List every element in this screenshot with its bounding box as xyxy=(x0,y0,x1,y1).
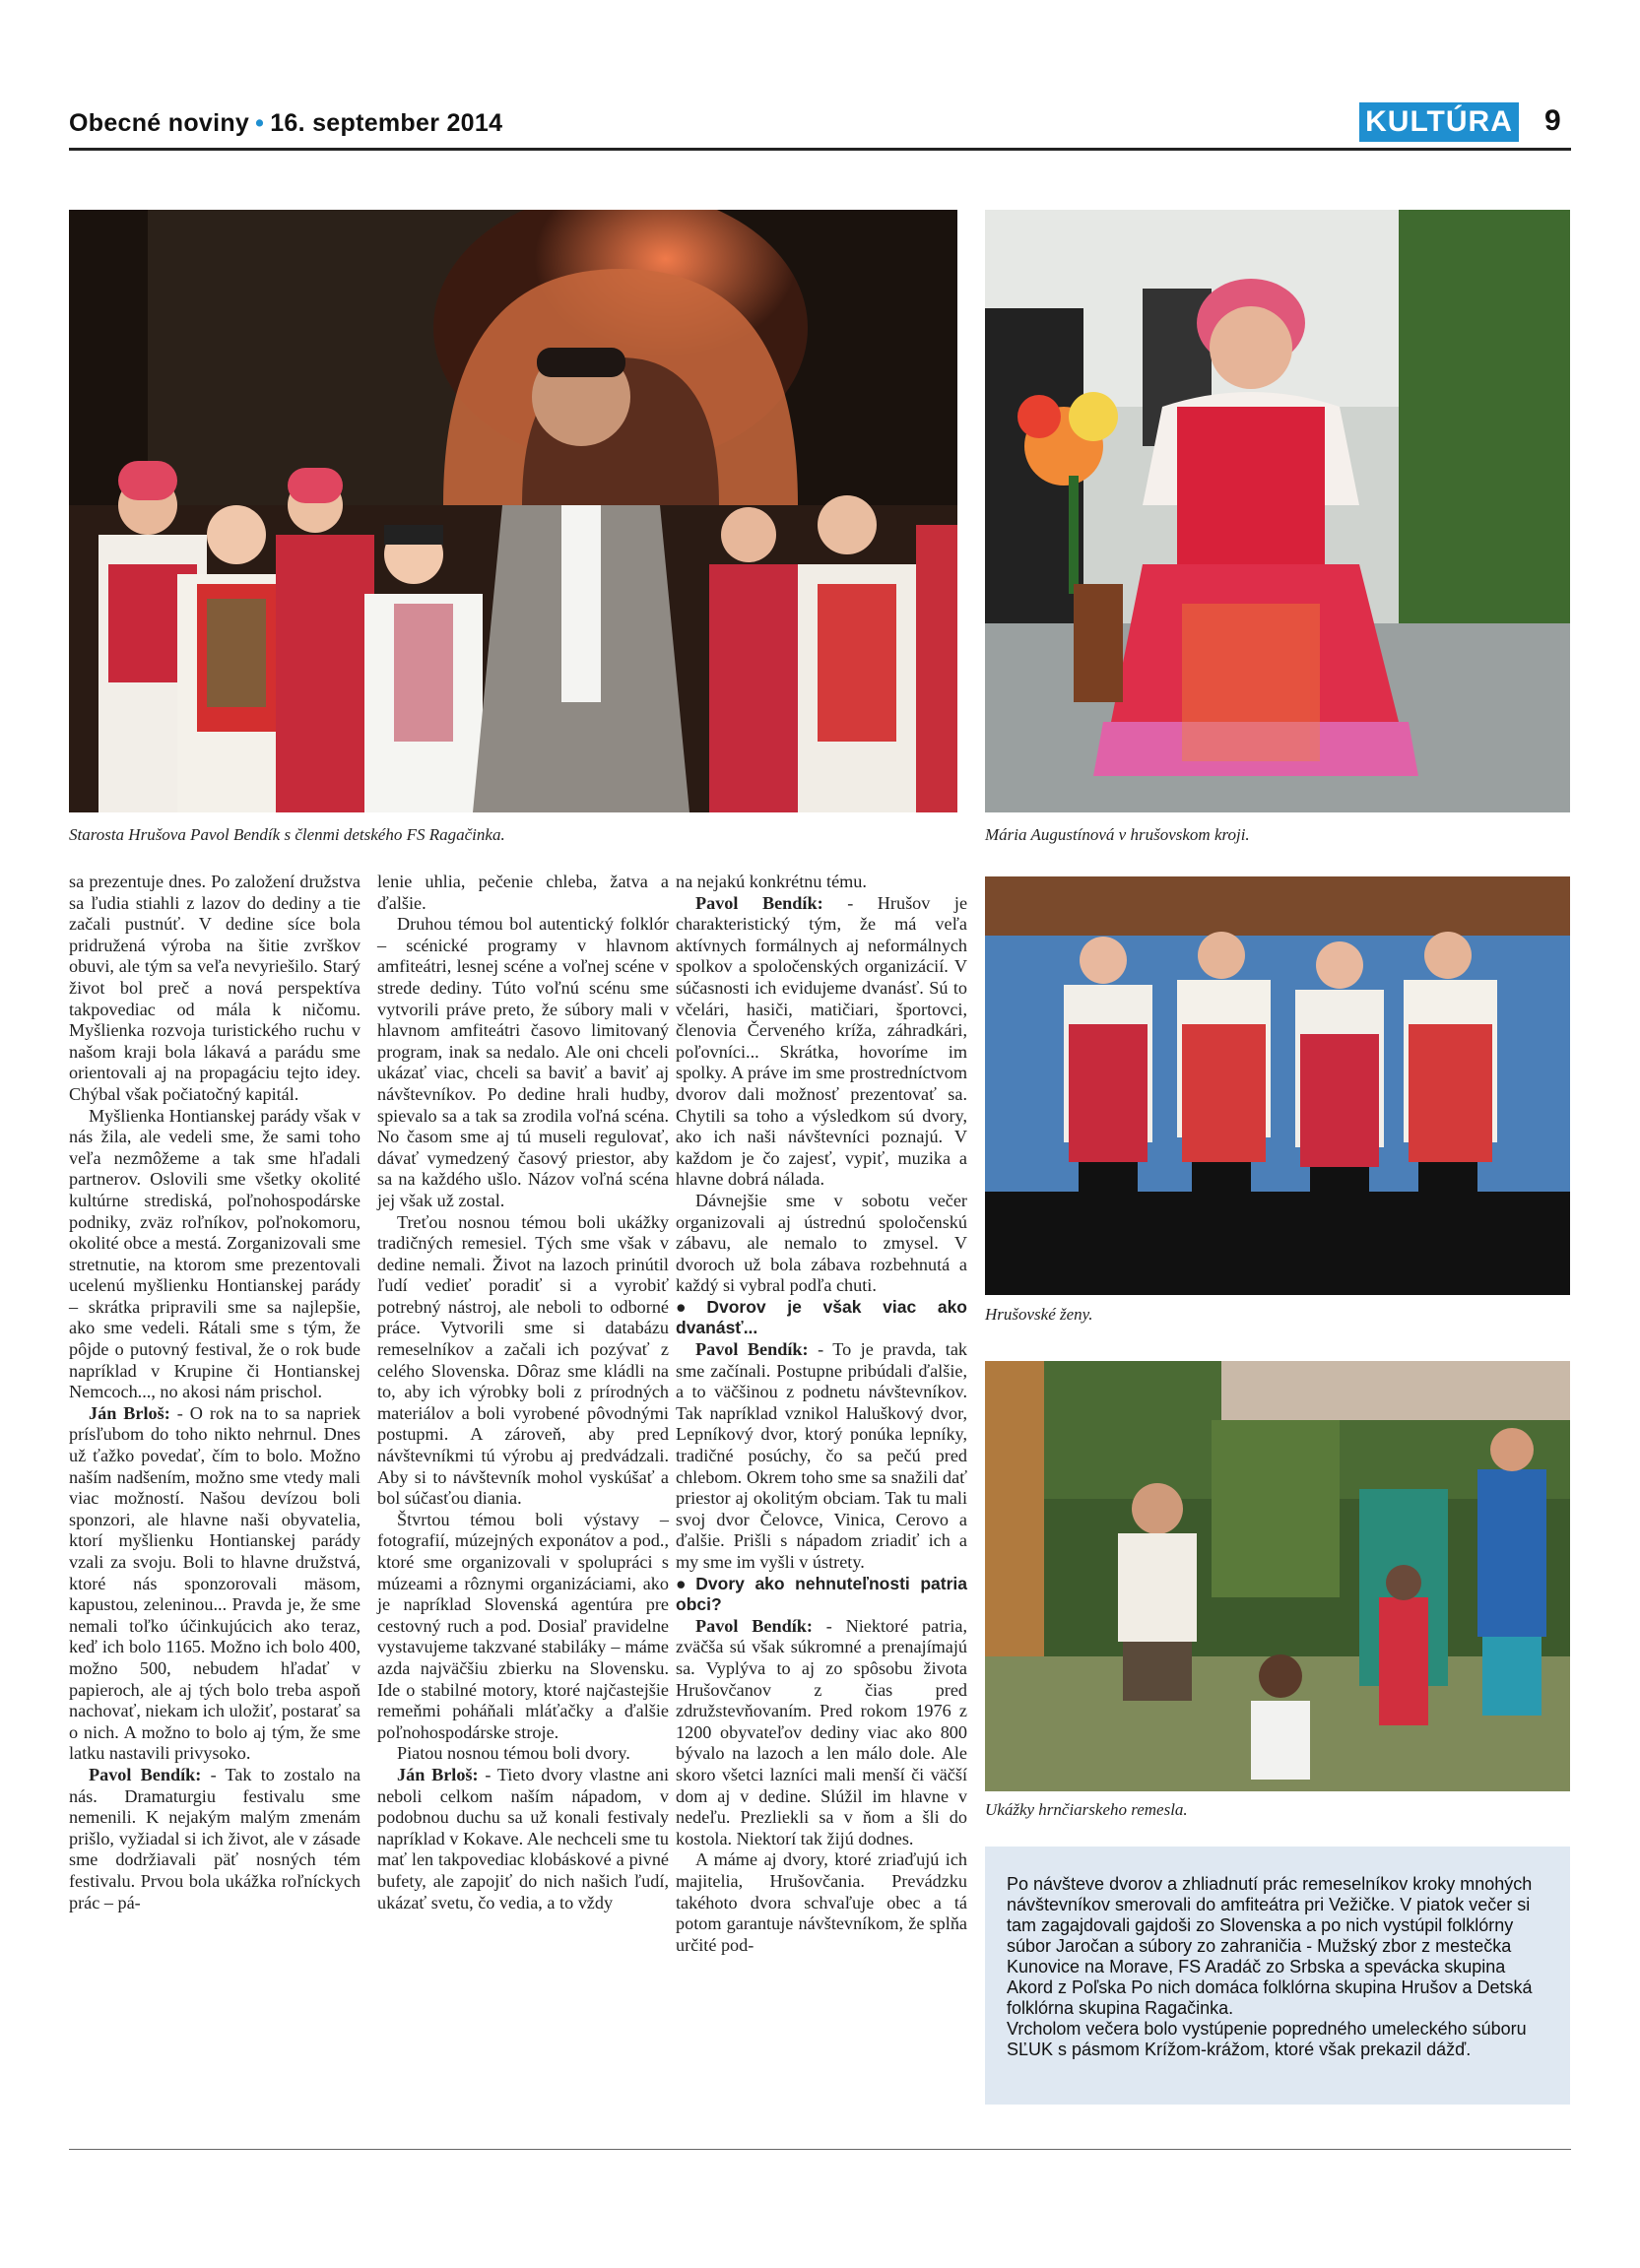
interview-question: ● Dvory ako nehnuteľnosti patria obci? xyxy=(676,1574,967,1616)
speaker-label: Pavol Bendík: xyxy=(89,1764,202,1784)
paragraph: Pavol Bendík: - Hrušov je charakteristický tým, že má veľa aktívnych formálnych aj neformálnych spolkov a spoločenských organizácií. V súčasnosti ich evidujeme dvanásť. Sú to včelári, hasiči, matičiari, športovci, členovia Červeného kríža, záhradkári, poľovníci... Skrátka, hovoríme im spolky. A práve im sme prostredníctvom dvorov dali možnosť prezentovať sa. Chytili sa toho a výsledkom sú dvory, ako ich naši návštevníci poznajú. V každom je čo zajesť, vypiť, muzika a hlavne dobrá nálada. xyxy=(676,892,968,1190)
photo-mayor-with-folk-group xyxy=(69,210,957,812)
paragraph: Štvrtou témou boli výstavy – fotografií, múzejných exponátov a pod., ktoré sme organizovali v spolupráci s múzeami a rôznymi organizáciami, ako je napríklad Slovenská agentúra pre cestovný ruch a pod. Dosiaľ pravidelne vystavujeme takzvané stabiláky – máme azda najväčšiu zbierku na Slovensku. Ide o stabilné motory, ktoré najčastejšie remeňmi poháňali mláťačky a ďalšie poľnohospodárske stroje. xyxy=(377,1509,669,1742)
speaker-label: Ján Brloš: xyxy=(397,1764,479,1784)
paragraph: Pavol Bendík: - Niektoré patria, zväčša sú však súkromné a prenajímajú sa. Vyplýva to aj zo spôsobu života Hrušovčanov z čias pred združstevňovaním. Pred rokom 1976 z 1200 obyvateľov dediny viac ako 800 bývalo na lazoch a len málo dole. Ale skoro všetci lazníci mali menší či väčší dom aj v dedine. Slúžil im hlavne v nedeľu. Prezliekli sa v ňom a šli do kostola. Niektorí tak žijú dodnes. xyxy=(676,1615,967,1848)
paragraph: na nejakú konkrétnu tému. xyxy=(676,872,867,891)
caption-woman-photo: Mária Augustínová v hrušovskom kroji. xyxy=(985,825,1250,844)
footer-rule xyxy=(69,2149,1571,2150)
caption-main-photo: Starosta Hrušova Pavol Bendík s členmi detského FS Ragačinka. xyxy=(69,825,505,844)
paragraph: Pavol Bendík: - To je pravda, tak sme začínali. Postupne pribúdali ďalšie, a to väčšinou z podnetu návštevníkov. Tak napríklad vznikol Haluškový dvor, Lepníkový dvor, ktorý ponúka lepníky, tradičné posúchy, čo sa pečú pred chlebom. Okrem toho sme sa snažili dať priestor aj okolitým obciam. Tak tu mali svoj dvor Čelovce, Vinica, Cerovo a ďalšie. Prišli s nápadom zriadiť ich a my sme im vyšli v ústrety. xyxy=(676,1339,967,1572)
separator-dot: • xyxy=(255,109,265,137)
paragraph: Piatou nosnou témou boli dvory. xyxy=(397,1743,630,1764)
speaker-label: Ján Brloš: xyxy=(89,1402,170,1423)
sidebar-box xyxy=(985,1847,1570,2105)
paragraph: sa prezentuje dnes. Po založení družstva sa ľudia stiahli z lazov do dediny a tie začali pustnúť. V dedine síce bola pridružená výroba na šitie zvrškov obuvi, ale tým sa veľa nevyriešilo. Starý život bol preč a nová perspektíva takpovediac od mála k ničomu. Myšlienka rozvoja turistického ruchu v našom kraji bola lákavá a parádu sme orientovali aj na propagáciu tejto idey. Chýbal však počiatočný kapitál. xyxy=(69,872,361,1104)
speaker-label: Pavol Bendík: xyxy=(695,892,823,913)
speaker-label: Pavol Bendík: xyxy=(695,1339,809,1360)
photo-hrusov-women xyxy=(985,876,1570,1295)
publication-header xyxy=(69,109,502,138)
caption-women-photo: Hrušovské ženy. xyxy=(985,1305,1093,1324)
photo-woman-illustration xyxy=(985,210,1570,812)
sidebar-paragraph: Po návšteve dvorov a zhliadnutí prác remeselníkov kroky mnohých návštevníkov smerovali do amfiteátra pri Vežičke. V piatok večer si tam zagajdovali gajdoši zo Slovenska a po nich vystúpil folklórny súbor Jaročan a súbory zo zahraničia - Mužský zbor z mestečka Kunovice na Morave, FS Aradáč zo Srbska a spevácka skupina Akord z Poľska Po nich domáca folklórna skupina Hrušov a Detská folklórna skupina Ragačinka. xyxy=(1007,1874,1533,2018)
folk-dancers-right xyxy=(709,495,957,812)
interview-question: ● Dvorov je však viac ako dvanásť... xyxy=(676,1297,967,1339)
article-column-2 xyxy=(377,872,669,1913)
article-column-3 xyxy=(676,872,967,1956)
photo-women-illustration xyxy=(985,876,1570,1295)
photo-pottery-illustration xyxy=(985,1361,1570,1791)
publication-name: Obecné noviny xyxy=(69,109,250,137)
child-figure xyxy=(1251,1654,1310,1780)
page-number: 9 xyxy=(1544,104,1561,137)
article-column-1 xyxy=(69,872,361,1913)
speaker-label: Pavol Bendík: xyxy=(695,1615,813,1636)
paragraph: Pavol Bendík: - Tak to zostalo na nás. Dramaturgiu festivalu sme nemenili. K nejakým malým zmenám prišlo, vyžiadal si ich život, ale v zásade sme dodržiavali päť nosných tém festivalu. Prvou bola ukážka roľníckych prác – pá- xyxy=(69,1764,361,1912)
issue-date: 16. september 2014 xyxy=(270,109,503,137)
photo-pottery-craft xyxy=(985,1361,1570,1791)
sidebar-paragraph: Vrcholom večera bolo vystúpenie popredného umeleckého súboru SĽUK s pásmom Krížom-krážom, ktoré však prekazil dážď. xyxy=(1007,2019,1527,2059)
paragraph: Ján Brloš: - Tieto dvory vlastne ani neboli celkom naším nápadom, v podobnou duchu sa už konali festivaly napríklad v Kokave. Ale nechceli sme tu mať len takpovediac klobáskové a pivné bufety, ale zapojiť do nich našich ľudí, ukázať svetu, čo vedia, a to vždy xyxy=(377,1764,670,1912)
paragraph: Myšlienka Hontianskej parády však v nás žila, ale vedeli sme, že sami toho veľa nezmôžeme a tak sme hľadali partnerov. Oslovili sme všetky okolité kultúrne strediská, poľnohospodárske podniky, zväz roľníkov, poľnokomoru, okolité obce a mestá. Zorganizovali sme stretnutie, na ktorom sme prezentovali ucelenú myšlienku Hontianskej parády – skrátka pripravili sme sa najlepšie, ako sme vedeli. Rátali sme s tým, že pôjde o putovný festival, že o rok bude napríklad v Krupine či Hontianskej Nemcoch..., no akosi nám prischol. xyxy=(69,1105,361,1402)
paragraph: Treťou nosnou témou boli ukážky tradičných remesiel. Tých sme však v dedine nemali. Život na lazoch prinútil ľudí vedieť poradiť si a vyrobiť potrebný nástroj, ale neboli to odborné práce. Vytvorili sme si databázu remeselníkov a začali ich pozývať z celého Slovenska. Dôraz sme kládli na to, aby ich výrobky boli z prírodných materiálov a boli vyrobené pôvodnými postupmi. A zároveň, aby pred návštevníkmi tú výrobu aj predvádzali. Aby si to návštevník mohol vyskúšať a bol súčasťou diania. xyxy=(377,1211,669,1509)
paragraph: Druhou témou bol autentický folklór – scénické programy v hlavnom amfiteátri, lesnej scéne a voľnej scéne v strede dediny. Túto voľnú scénu sme vytvorili práve preto, že súbory mali v hlavnom amfiteátri časovo limitovaný program, inak sa nedalo. Ale oni chceli ukázať viac, chceli sa baviť a baviť aj návštevníkov. Po dedine hrali hudby, spievalo sa a tak sa zrodila voľná scéna. No časom sme aj tú museli regulovať, dávať vymedzený časový priestor, aby sa na každého ušlo. Názov voľná scéna jej však už zostal. xyxy=(377,914,669,1210)
paragraph: lenie uhlia, pečenie chleba, žatva a ďalšie. xyxy=(377,872,669,913)
paragraph: A máme aj dvory, ktoré zriaďujú ich majitelia, Hrušovčania. Prevádzku takéhoto dvora schvaľuje obec a tá potom garantuje návštevníkom, že splňa určité pod- xyxy=(676,1849,967,1955)
photo-woman-in-costume xyxy=(985,210,1570,812)
header-rule xyxy=(69,148,1571,151)
paragraph: Ján Brloš: - O rok na to sa napriek prísľubom do toho nikto nehrnul. Dnes už ťažko povedať, čím to bolo. Možno naším nadšením, možno sme vtedy mali viac možností. Našou devízou boli sponzori, ale hlavne naši obyvatelia, ktorí myšlienku Hontianskej parády vzali za svoju. Boli to hlavne družstvá, ktoré nás sponzorovali mäsom, kapustou, zeleninou... Pravda je, že sme nemali toľko účinkujúcich ako teraz, keď ich bolo 1165. Možno ich bolo 400, možno 500, nebudem hľadať v papieroch, ale aj tých bolo treba aspoň nachovať, niekam ich uložiť, postarať sa o nich. A možno to bolo aj tým, že sme latku nastavili privysoko. xyxy=(69,1402,361,1764)
section-label: KULTÚRA xyxy=(1359,102,1519,142)
caption-pottery-photo: Ukážky hrnčiarskeho remesla. xyxy=(985,1800,1188,1819)
paragraph: Dávnejšie sme v sobotu večer organizovali aj ústrednú spoločenskú zábavu, ale nemalo to zmysel. V dvoroch už bola zábava rozbehnutá a každý si vybral podľa chuti. xyxy=(676,1190,967,1296)
photo-mayor-illustration xyxy=(69,210,957,812)
